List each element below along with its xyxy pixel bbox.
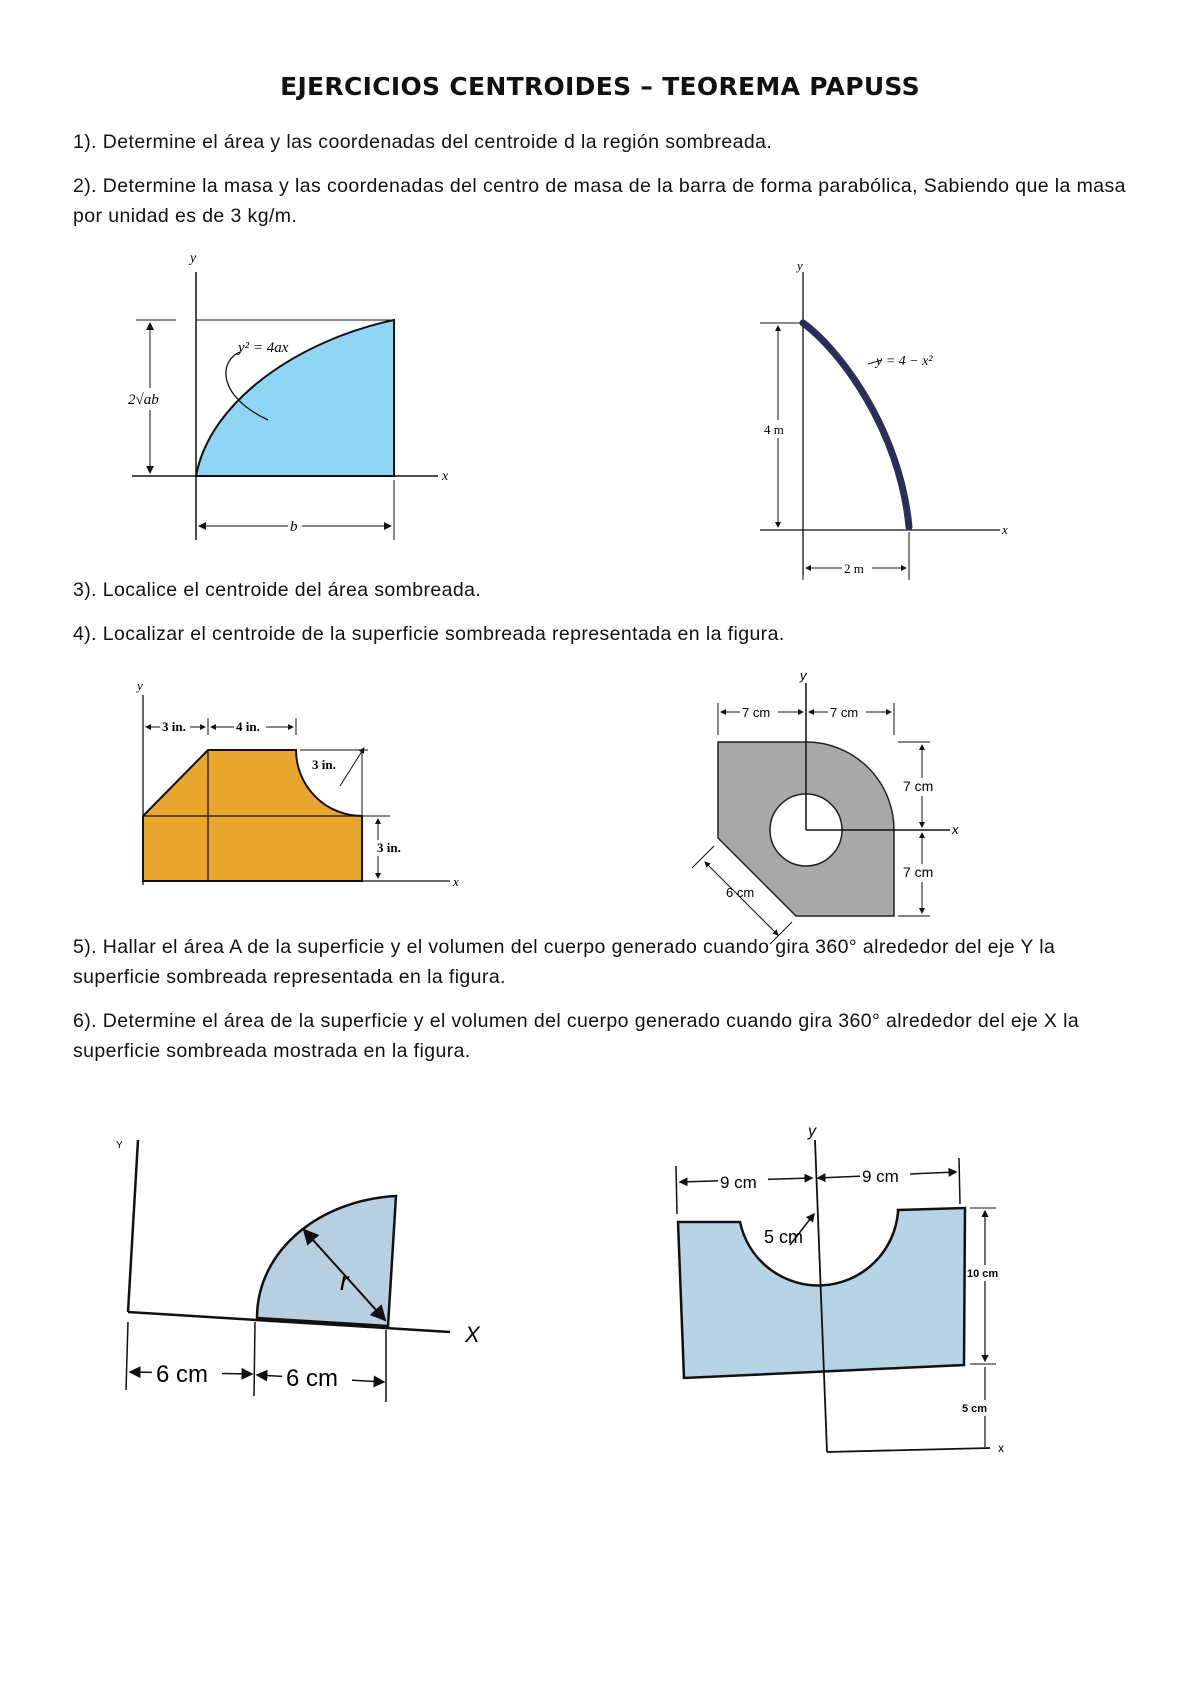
fig5-y-label: Y xyxy=(116,1140,123,1151)
exercise-1-text: 1). Determine el área y las coordenadas del centroide d la región sombreada. xyxy=(73,131,773,153)
fig4-width-1: 7 cm xyxy=(742,705,771,720)
fig1-x-label: x xyxy=(442,469,449,484)
fig6-y-label: y xyxy=(808,1123,816,1140)
fig3-dim-1: 3 in. xyxy=(162,719,186,734)
fig2-height-label: 4 m xyxy=(764,422,784,437)
fig1-equation: y² = 4ax xyxy=(238,340,289,356)
fig1-height-label: 2√ab xyxy=(128,392,159,408)
fig2-y-label: y xyxy=(797,258,803,273)
exercise-2-text: 2). Determine la masa y las coordenadas del centro de masa de la barra de forma parabólica, Sabiendo que la masa por unidad es de 3 kg/m. xyxy=(73,175,1126,227)
fig6-width-1: 9 cm xyxy=(720,1173,757,1192)
fig4-height-2: 7 cm xyxy=(903,864,934,880)
fig6-height-1: 10 cm xyxy=(967,1268,999,1280)
fig1-y-label: y xyxy=(190,251,197,266)
fig4-diagonal-label: 6 cm xyxy=(726,885,755,900)
fig6-width-2: 9 cm xyxy=(862,1167,899,1186)
exercise-6-text: 6). Determine el área de la superficie y el volumen del cuerpo generado cuando gira 360° alrededor del eje X la superficie sombreada mostrada en la figura. xyxy=(73,1010,1080,1062)
exercise-5-text: 5). Hallar el área A de la superficie y el volumen del cuerpo generado cuando gira 360° alrededor del eje Y la superficie sombreada representada en la figura. xyxy=(73,936,1056,988)
exercise-3-text: 3). Localice el centroide del área sombreada. xyxy=(73,579,482,601)
fig4-height-1: 7 cm xyxy=(903,778,934,794)
fig3-y-label: y xyxy=(137,678,143,693)
fig6-height-2: 5 cm xyxy=(962,1403,988,1415)
fig5-dim-1: 6 cm xyxy=(156,1361,209,1388)
fig3-dim-2: 4 in. xyxy=(236,719,260,734)
exercise-4-text: 4). Localizar el centroide de la superficie sombreada representada en la figura. xyxy=(73,623,785,645)
fig5-x-label: X xyxy=(465,1322,480,1347)
fig2-equation: y = 4 − x² xyxy=(876,354,933,369)
fig2-x-label: x xyxy=(1002,522,1008,537)
fig1-width-label: b xyxy=(290,519,298,535)
fig3-dim-3: 3 in. xyxy=(312,757,336,772)
fig5-dim-2: 6 cm xyxy=(286,1365,339,1392)
fig3-x-label: x xyxy=(453,874,459,889)
fig4-width-2: 7 cm xyxy=(830,705,859,720)
fig4-x-label: x xyxy=(952,822,959,837)
fig6-x-label: x xyxy=(998,1441,1004,1455)
fig4-y-label: y xyxy=(800,668,807,683)
page-title: EJERCICIOS CENTROIDES – TEOREMA PAPUSS xyxy=(280,72,920,101)
fig3-dim-4: 3 in. xyxy=(377,840,401,855)
fig5-radius-label: r xyxy=(340,1266,349,1296)
fig2-width-label: 2 m xyxy=(844,561,864,576)
fig6-x-axis xyxy=(827,1448,990,1452)
fig6-radius-label: 5 cm xyxy=(764,1227,804,1247)
